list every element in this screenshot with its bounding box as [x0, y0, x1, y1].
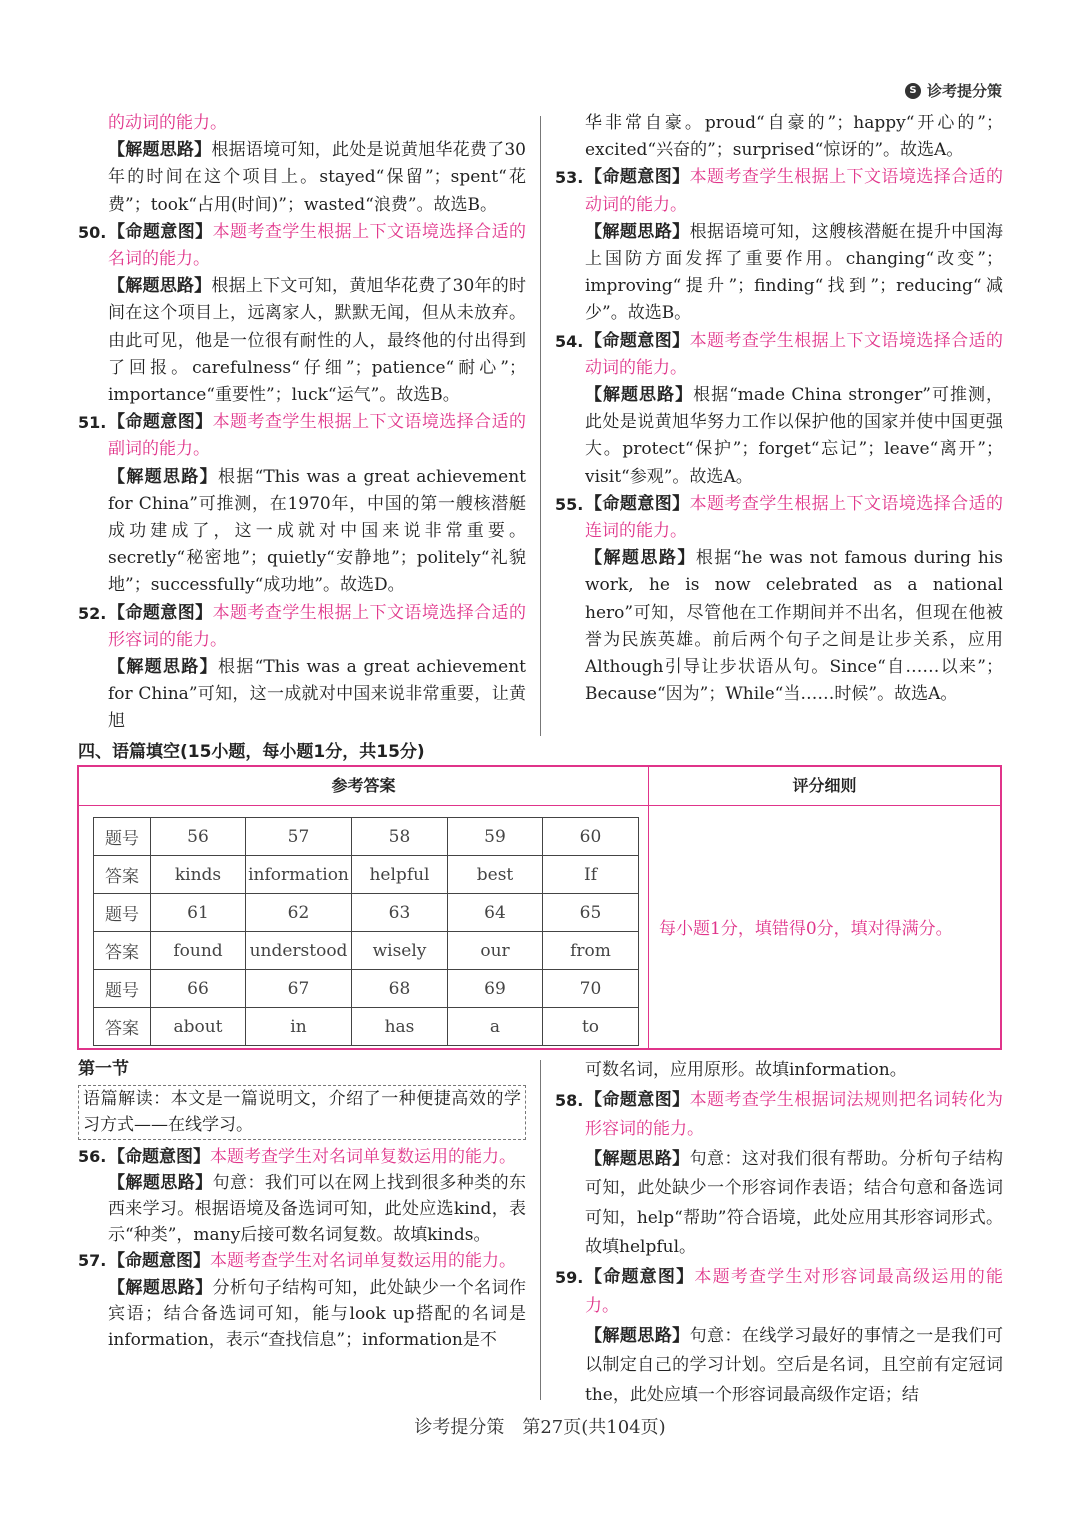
answer-cell: If	[543, 856, 639, 894]
answer-row	[94, 894, 639, 932]
question-50	[78, 219, 526, 409]
brand-logo-icon: S	[905, 83, 921, 99]
brand-header	[905, 80, 1002, 101]
q50-intent	[108, 219, 526, 273]
idea-text: 根据“made China stronger”可推测，此处是说黄旭华努力工作以保护他的国家并使中国更强大。protect“保护”；forget“忘记”；leave“离开”；visit“参观”。故选A。	[585, 385, 1004, 487]
idea-label: 【解题思路】	[585, 1325, 690, 1346]
question-number-cell: 65	[543, 894, 639, 932]
answer-cell: found	[151, 932, 246, 970]
page-footer: 诊考提分策 第27页(共104页)	[414, 1417, 666, 1438]
answer-box-divider	[648, 767, 649, 1048]
q52-intent	[108, 600, 526, 654]
continued-text: 华非常自豪。proud“自豪的”；happy“开心的”；excited“兴奋的”；surprised“惊讶的”。故选A。	[585, 113, 1003, 161]
answer-header: 参考答案	[331, 776, 396, 795]
answer-row	[94, 1008, 639, 1046]
left-column-top	[78, 110, 526, 736]
question-number-cell: 64	[448, 894, 543, 932]
q53-idea	[585, 219, 1003, 328]
intent-text: 本题考查学生根据上下文语境选择合适的形容词的能力。	[108, 602, 526, 650]
row-label-cell: 答案	[94, 856, 151, 894]
intent-label: 【命题意图】	[108, 1146, 210, 1167]
answer-cell: about	[151, 1008, 246, 1046]
q59-intent	[585, 1263, 1003, 1322]
answer-row	[94, 856, 639, 894]
question-number-cell: 58	[352, 818, 448, 856]
answer-row	[94, 818, 639, 856]
answer-cell: understood	[246, 932, 352, 970]
idea-text: 句意：我们可以在网上找到很多种类的东西来学习。根据语境及备选词可知，此处应选kind，表示“种类”，many后接可数名词复数。故填kinds。	[108, 1172, 526, 1246]
row-label-cell: 题号	[94, 970, 151, 1008]
q51-intent	[108, 409, 526, 463]
intent-text: 本题考查学生对名词单复数运用的能力。	[210, 1251, 516, 1272]
idea-text: 句意：这对我们很有帮助。分析句子结构可知，此处缺少一个形容词作表语；结合句意和备选词可知，help“帮助”符合语境，此处应用其形容词形式。故填helpful。	[585, 1148, 1003, 1257]
answer-table	[93, 817, 639, 1046]
intent-text: 本题考查学生根据上下文语境选择合适的名词的能力。	[108, 221, 526, 270]
section-title: 四、语篇填空(15小题，每小题1分，共15分)	[78, 742, 425, 762]
answer-cell: from	[543, 932, 639, 970]
question-58	[555, 1086, 1003, 1263]
idea-text: 根据“he was not famous during his work, he is now celebrated as a national hero”可知，尽管他在工作期间并不出名，但现在他被誉为民族英雄。前后两个句子之间是让步关系，应用Although引导让步状语从句。Since“自……以来”；Because“因为”；While“当……时候”。故选A。	[585, 548, 1004, 705]
q49-idea	[78, 137, 526, 219]
question-51	[78, 409, 526, 599]
idea-text: 根据上下文可知，黄旭华花费了30年的时间在这个项目上，远离家人，默默无闻，但从未放弃。由此可见，他是一位很有耐性的人，最终他的付出得到了回报。carefulness“仔细”；patience“耐心”；importance“重要性”；luck“运气”。故选B。	[108, 276, 526, 406]
idea-text: 根据语境可知，此处是说黄旭华花费了30年的时间在这个项目上。stayed“保留”；spent“花费”；took“占用(时间)”；wasted“浪费”。故选B。	[108, 140, 526, 215]
question-52	[78, 600, 526, 736]
intent-label: 【命题意图】	[108, 221, 213, 242]
intent-label: 【命题意图】	[585, 1089, 690, 1110]
idea-label: 【解题思路】	[585, 385, 694, 406]
question-number-cell: 61	[151, 894, 246, 932]
question-number: 54.	[555, 331, 584, 351]
idea-label: 【解题思路】	[108, 276, 212, 297]
question-number-cell: 59	[448, 818, 543, 856]
q58-idea	[585, 1145, 1003, 1263]
question-number-cell: 70	[543, 970, 639, 1008]
answer-cell: kinds	[151, 856, 246, 894]
question-number-cell: 60	[543, 818, 639, 856]
question-number-cell: 69	[448, 970, 543, 1008]
q58-intent	[585, 1086, 1003, 1145]
question-number-cell: 67	[246, 970, 352, 1008]
q54-idea	[585, 382, 1003, 491]
rule-header: 评分细则	[792, 776, 857, 795]
question-56	[78, 1144, 526, 1249]
question-number-cell: 56	[151, 818, 246, 856]
answer-cell: has	[352, 1008, 448, 1046]
idea-label: 【解题思路】	[108, 1172, 213, 1193]
q51-idea	[108, 464, 526, 600]
answer-cell: to	[543, 1008, 639, 1046]
answer-cell: helpful	[352, 856, 448, 894]
answer-row	[94, 970, 639, 1008]
answer-cell: a	[448, 1008, 543, 1046]
brand-text: 诊考提分策	[926, 82, 1002, 100]
idea-text: 根据语境可知，这艘核潜艇在提升中国海上国防方面发挥了重要作用。changing“改变”；improving“提升”；finding“找到”；reducing“减少”。故选B。	[585, 221, 1003, 324]
question-53	[555, 164, 1003, 327]
intent-text: 本题考查学生根据词法规则把名词转化为形容词的能力。	[585, 1089, 1003, 1139]
row-label-cell: 题号	[94, 894, 151, 932]
idea-label: 【解题思路】	[108, 466, 218, 487]
answer-cell: wisely	[352, 932, 448, 970]
question-59	[555, 1263, 1003, 1411]
question-number: 55.	[555, 494, 584, 514]
intent-label: 【命题意图】	[108, 602, 213, 623]
q59-idea	[585, 1322, 1003, 1411]
question-number-cell: 57	[246, 818, 352, 856]
right-column-bottom	[555, 1056, 1003, 1410]
question-number-cell: 63	[352, 894, 448, 932]
right-column-top	[555, 110, 1003, 708]
row-label-cell: 答案	[94, 1008, 151, 1046]
idea-text: 根据“This was a great achievement for China”可知，这一成就对中国来说非常重要，让黄旭	[108, 657, 526, 732]
question-number: 52.	[78, 603, 107, 623]
continued-line: 的动词的能力。	[108, 113, 227, 133]
idea-label: 【解题思路】	[585, 548, 696, 569]
intent-label: 【命题意图】	[585, 1266, 695, 1287]
question-number: 51.	[78, 413, 107, 433]
question-57	[78, 1248, 526, 1353]
idea-label: 【解题思路】	[108, 657, 218, 678]
answer-row	[94, 932, 639, 970]
q56-intent	[108, 1144, 526, 1170]
intent-label: 【命题意图】	[108, 1251, 210, 1272]
answer-cell: in	[246, 1008, 352, 1046]
q56-idea	[108, 1170, 526, 1249]
column-divider-top	[540, 116, 541, 736]
question-number-cell: 62	[246, 894, 352, 932]
q54-intent	[585, 328, 1003, 382]
scoring-rule: 每小题1分，填错得0分，填对得满分。	[659, 919, 953, 939]
row-label-cell: 答案	[94, 932, 151, 970]
question-55	[555, 491, 1003, 709]
passage-intro: 语篇解读：本文是一篇说明文，介绍了一种便捷高效的学习方式——在线学习。	[78, 1085, 526, 1139]
idea-label: 【解题思路】	[108, 1277, 213, 1298]
intent-text: 本题考查学生根据上下文语境选择合适的动词的能力。	[585, 167, 1003, 215]
intent-label: 【命题意图】	[585, 330, 690, 351]
idea-text: 句意：在线学习最好的事情之一是我们可以制定自己的学习计划。空后是名词，且空前有定冠词the，此处应填一个形容词最高级作定语；结	[585, 1325, 1003, 1405]
left-column-bottom	[78, 1056, 526, 1353]
intent-text: 本题考查学生根据上下文语境选择合适的副词的能力。	[108, 412, 526, 460]
q57-idea	[108, 1275, 526, 1354]
idea-label: 【解题思路】	[108, 140, 212, 161]
q55-idea	[585, 545, 1003, 708]
q52-idea	[108, 654, 526, 736]
intent-text: 本题考查学生根据上下文语境选择合适的动词的能力。	[585, 330, 1003, 378]
intent-text: 本题考查学生对名词单复数运用的能力。	[210, 1146, 516, 1167]
q57-intent	[108, 1248, 526, 1274]
idea-label: 【解题思路】	[585, 1148, 690, 1169]
column-divider-bottom	[540, 1060, 541, 1400]
question-number: 50.	[78, 222, 107, 242]
idea-label: 【解题思路】	[585, 221, 690, 242]
answer-box	[77, 765, 1002, 1050]
question-number: 56.	[78, 1146, 107, 1166]
idea-text: 分析句子结构可知，此处缺少一个名词作宾语；结合备选词可知，能与look up搭配的名词是information，表示“查找信息”；information是不	[108, 1277, 526, 1351]
question-number: 58.	[555, 1090, 584, 1110]
question-54	[555, 328, 1003, 491]
answer-cell: information	[246, 856, 352, 894]
intent-label: 【命题意图】	[585, 167, 690, 188]
answer-cell: best	[448, 856, 543, 894]
idea-text: 根据“This was a great achievement for China”可推测，在1970年，中国的第一艘核潜艇成功建成了，这一成就对中国来说非常重要。secretly“秘密地”；quietly“安静地”；politely“礼貌地”；successfully“成功地”。故选D。	[108, 466, 526, 596]
intent-text: 本题考查学生根据上下文语境选择合适的连词的能力。	[585, 493, 1003, 542]
q53-intent	[585, 164, 1003, 218]
answer-cell: our	[448, 932, 543, 970]
question-number: 53.	[555, 168, 584, 188]
row-label-cell: 题号	[94, 818, 151, 856]
continued-text: 可数名词，应用原形。故填information。	[585, 1060, 907, 1080]
question-number-cell: 68	[352, 970, 448, 1008]
question-number: 57.	[78, 1251, 107, 1271]
q55-intent	[585, 491, 1003, 545]
question-number: 59.	[555, 1267, 584, 1287]
q50-idea	[108, 273, 526, 409]
question-number-cell: 66	[151, 970, 246, 1008]
subsection-title: 第一节	[78, 1059, 129, 1079]
intent-label: 【命题意图】	[585, 493, 690, 514]
intent-label: 【命题意图】	[108, 412, 213, 433]
intent-text: 本题考查学生对形容词最高级运用的能力。	[585, 1266, 1004, 1316]
